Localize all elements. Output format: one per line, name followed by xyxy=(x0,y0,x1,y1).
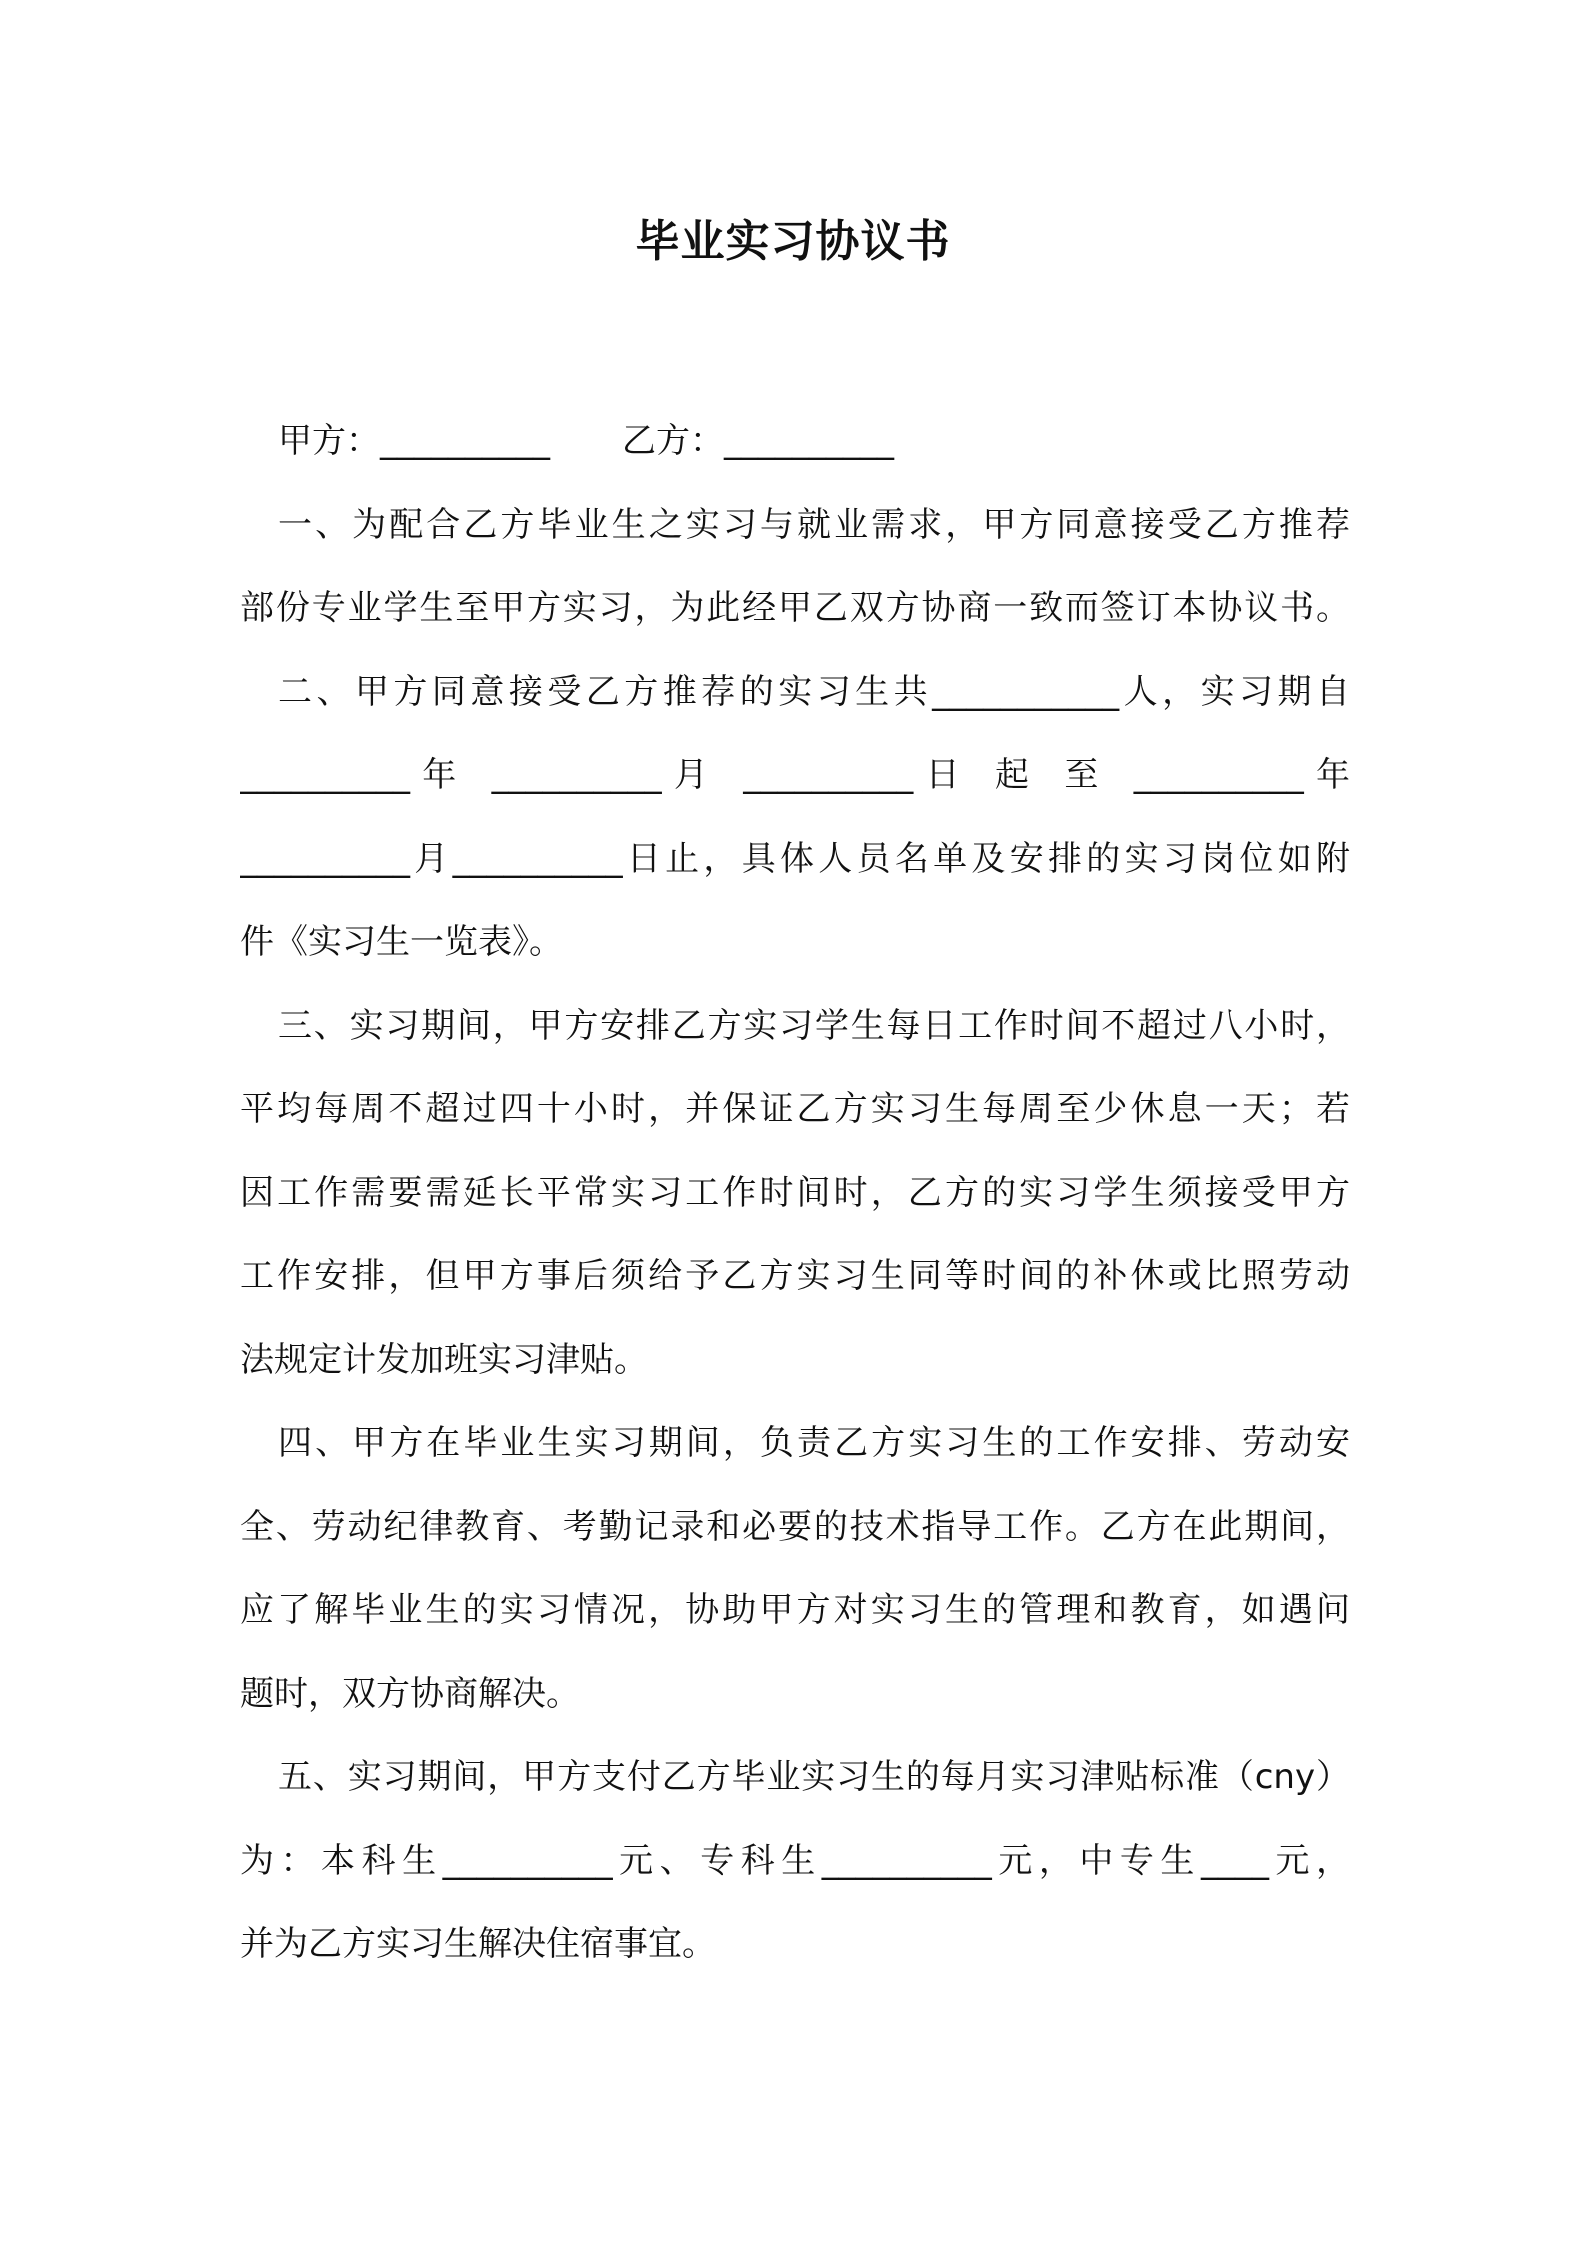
party-a-field: 甲方：__________ xyxy=(278,421,550,461)
clause-3-line-2: 平均每周不超过四十小时，并保证乙方实习生每周至少休息一天；若 xyxy=(240,1089,1350,1129)
clause-3-line-5: 法规定计发加班实习津贴。 xyxy=(240,1339,648,1380)
clause-4-line-2: 全、劳动纪律教育、考勤记录和必要的技术指导工作。乙方在此期间， xyxy=(240,1506,1350,1547)
document-body xyxy=(240,400,1350,1987)
document-title: 毕业实习协议书 xyxy=(635,216,951,267)
clause-5-line-1: 五、实习期间，甲方支付乙方毕业实习生的每月实习津贴标准（cny） xyxy=(278,1757,1350,1797)
party-b-field: 乙方：__________ xyxy=(622,421,894,461)
parties-line xyxy=(240,400,1350,484)
clause-4-line-3: 应了解毕业生的实习情况，协助甲方对实习生的管理和教育，如遇问 xyxy=(240,1590,1350,1630)
clause-1-line-1: 一、为配合乙方毕业生之实习与就业需求，甲方同意接受乙方推荐 xyxy=(278,504,1350,545)
clause-1-line-2: 部份专业学生至甲方实习，为此经甲乙双方协商一致而签订本协议书。 xyxy=(240,588,1350,628)
clause-2-line-4: 件《实习生一览表》。 xyxy=(240,922,563,962)
clause-5-line-2: 为：本科生__________元、专科生__________元，中专生____元， xyxy=(240,1840,1350,1881)
clause-2-line-2: __________年 __________月 __________日 起 至 __________年 xyxy=(240,755,1350,795)
clause-4-line-1: 四、甲方在毕业生实习期间，负责乙方实习生的工作安排、劳动安 xyxy=(278,1423,1350,1463)
clause-5-line-3: 并为乙方实习生解决住宿事宜。 xyxy=(240,1924,716,1964)
clause-3-line-3: 因工作需要需延长平常实习工作时间时，乙方的实习学生须接受甲方 xyxy=(240,1172,1350,1213)
clause-2-line-3: __________月__________日止，具体人员名单及安排的实习岗位如附 xyxy=(240,838,1350,879)
clause-3-line-4: 工作安排，但甲方事后须给予乙方实习生同等时间的补休或比照劳动 xyxy=(240,1256,1350,1296)
clause-3-line-1: 三、实习期间，甲方安排乙方实习学生每日工作时间不超过八小时， xyxy=(278,1005,1350,1046)
clause-2-line-1: 二、甲方同意接受乙方推荐的实习生共___________人，实习期自 xyxy=(278,671,1350,712)
clause-4-line-4: 题时，双方协商解决。 xyxy=(240,1673,580,1714)
